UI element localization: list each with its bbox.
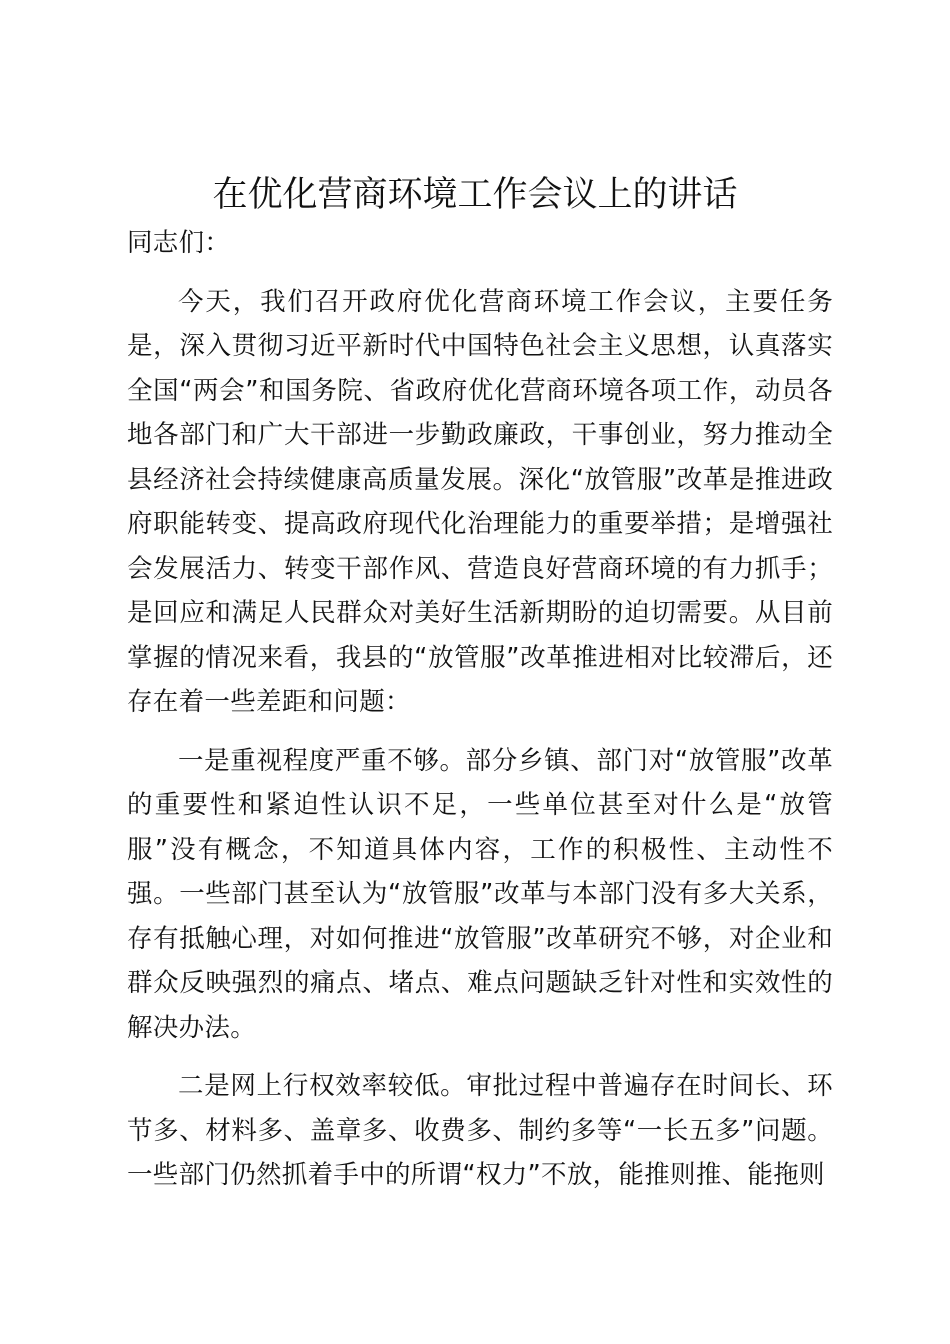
salutation: 同志们： [127, 228, 231, 258]
document-title: 在优化营商环境工作会议上的讲话 [212, 175, 738, 215]
document-body [127, 221, 833, 1198]
paragraph-problem-two: 二是网上行权效率较低。审批过程中普遍存在时间长、环节多、材料多、盖章多、收费多、制约多等“一长五多”问题。一些部门仍然抓着手中的所谓“权力”不放，能推则推、能拖则 [127, 1071, 833, 1190]
paragraph-intro: 今天，我们召开政府优化营商环境工作会议，主要任务是，深入贯彻习近平新时代中国特色社会主义思想，认真落实全国“两会”和国务院、省政府优化营商环境各项工作，动员各地各部门和广大干部进一步勤政廉政，干事创业，努力推动全县经济社会持续健康高质量发展。深化“放管服”改革是推进政府职能转变、提高政府现代化治理能力的重要举措；是增强社会发展活力、转变干部作风、营造良好营商环境的有力抓手；是回应和满足人民群众对美好生活新期盼的迫切需要。从目前掌握的情况来看，我县的“放管服”改革推进相对比较滞后，还存在着一些差距和问题： [127, 286, 833, 717]
paragraph-problem-one: 一是重视程度严重不够。部分乡镇、部门对“放管服”改革的重要性和紧迫性认识不足，一些单位甚至对什么是“放管服”没有概念，不知道具体内容，工作的积极性、主动性不强。一些部门甚至认为“放管服”改革与本部门没有多大关系，存有抵触心理，对如何推进“放管服”改革研究不够，对企业和群众反映强烈的痛点、堵点、难点问题缺乏针对性和实效性的解决办法。 [127, 745, 833, 1043]
